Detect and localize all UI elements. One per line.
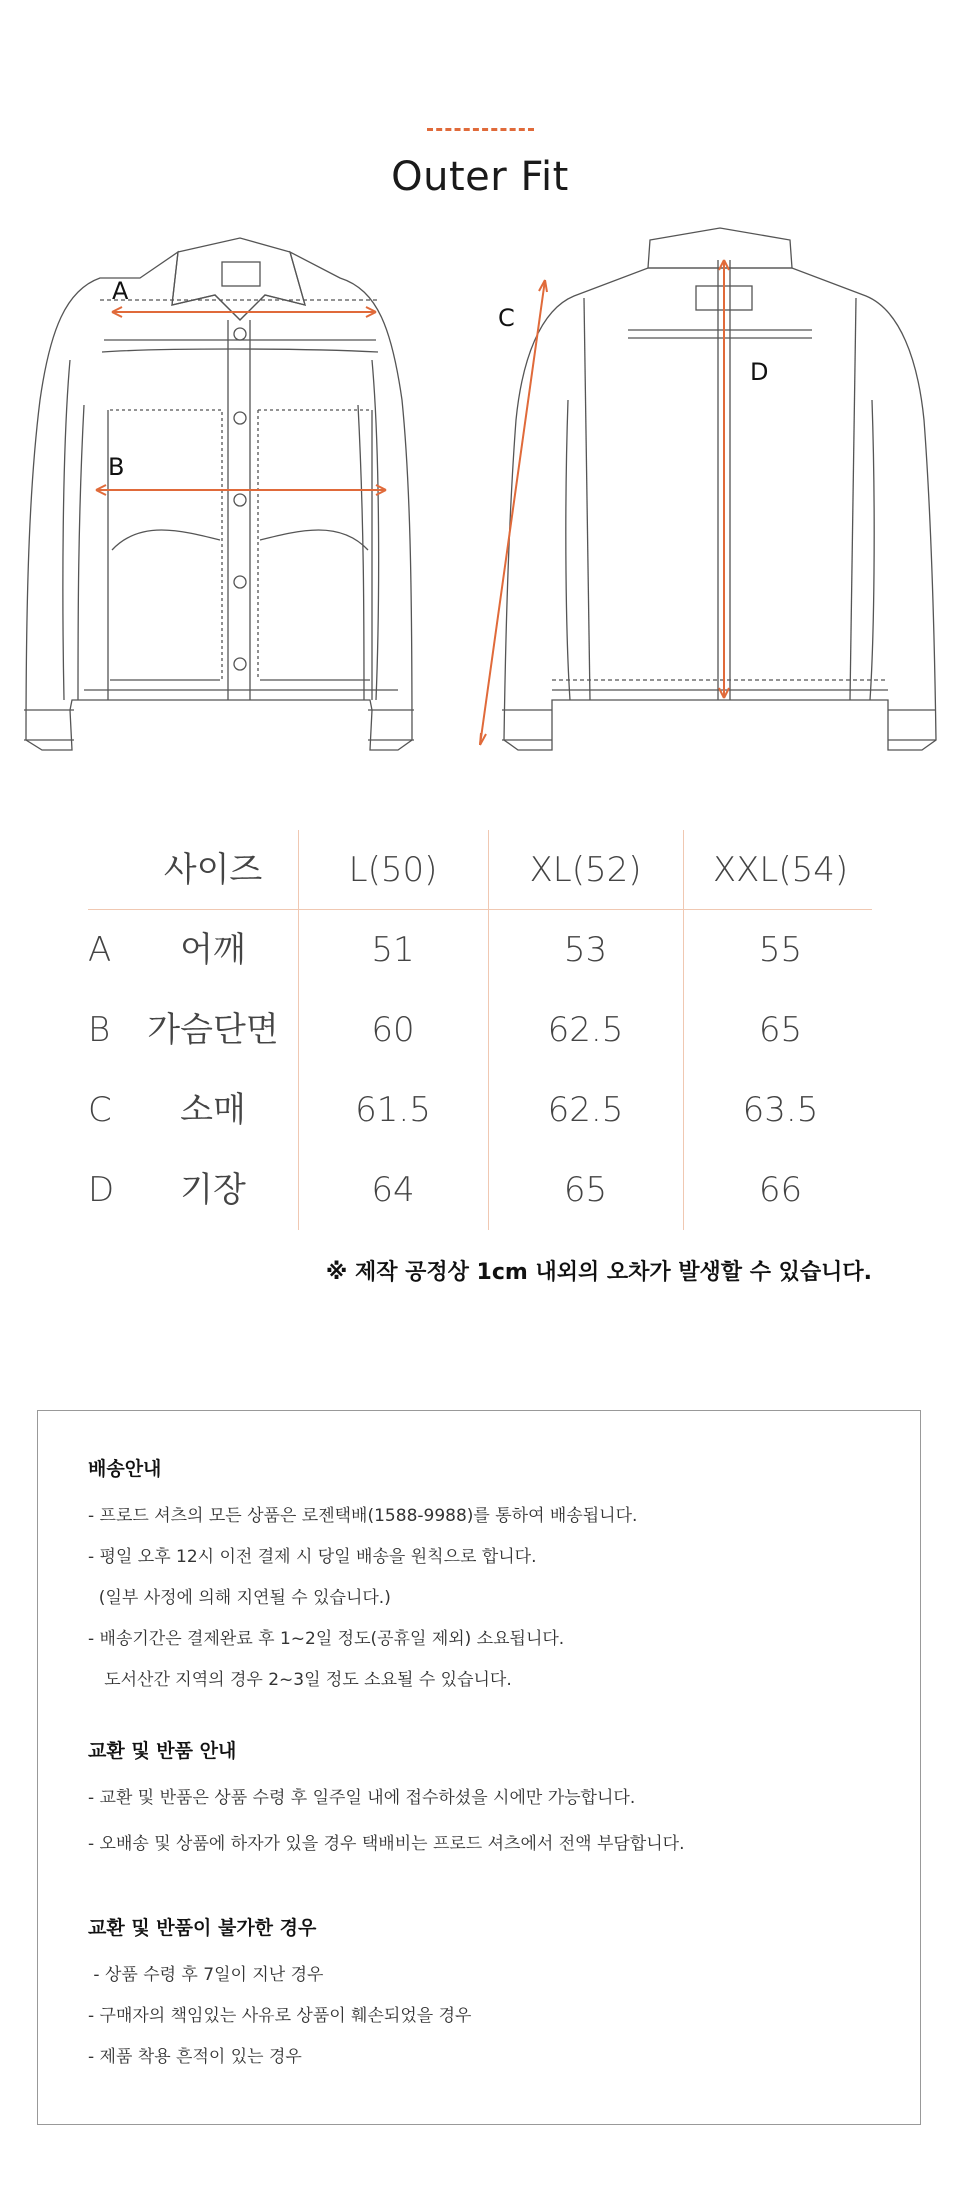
not-allowed-section — [88, 1913, 888, 2087]
list-item: 도서산간 지역의 경우 2~3일 정도 소요될 수 있습니다. — [88, 1670, 512, 1690]
list-item: - 제품 착용 흔적이 있는 경우 — [88, 2047, 302, 2067]
table-row — [88, 990, 872, 1070]
label-b: B — [108, 453, 125, 481]
row-value: 64 — [371, 1170, 415, 1210]
row-value: 55 — [758, 930, 803, 970]
label-d: D — [750, 358, 769, 386]
label-a: A — [112, 277, 129, 305]
row-value: 63.5 — [742, 1090, 819, 1130]
list-item: (일부 사정에 의해 지연될 수 있습니다.) — [88, 1588, 391, 1608]
header-size: 사이즈 — [163, 850, 263, 890]
row-letter: C — [88, 1090, 112, 1130]
list-item: - 오배송 및 상품에 하자가 있을 경우 택배비는 프로드 셔츠에서 전액 부담합니다. — [88, 1834, 685, 1854]
table-row — [88, 1070, 872, 1150]
list-item: - 평일 오후 12시 이전 결제 시 당일 배송을 원칙으로 합니다. — [88, 1547, 537, 1567]
row-value: 65 — [563, 1170, 608, 1210]
row-value: 65 — [758, 1010, 803, 1050]
row-value: 66 — [758, 1170, 803, 1210]
row-letter: D — [88, 1170, 115, 1210]
exchange-title: 교환 및 반품 안내 — [88, 1740, 237, 1762]
shipping-title: 배송안내 — [88, 1458, 162, 1480]
row-name: 소매 — [180, 1090, 246, 1130]
header-xxl: XXL(54) — [712, 850, 849, 890]
row-value: 51 — [371, 930, 415, 970]
header-xl: XL(52) — [529, 850, 642, 890]
page-title: Outer Fit — [391, 154, 569, 200]
list-item: - 배송기간은 결제완료 후 1~2일 정도(공휴일 제외) 소요됩니다. — [88, 1629, 565, 1649]
list-item: - 프로드 셔츠의 모든 상품은 로젠택배(1588-9988)를 통하여 배송됩니다. — [88, 1506, 638, 1526]
row-value: 60 — [371, 1010, 415, 1050]
row-name: 어깨 — [180, 930, 246, 970]
row-value: 53 — [563, 930, 608, 970]
not-allowed-title: 교환 및 반품이 불가한 경우 — [88, 1917, 317, 1939]
title-accent-dash — [427, 128, 534, 131]
table-row — [88, 1150, 872, 1230]
row-value: 61.5 — [355, 1090, 431, 1130]
row-value: 62.5 — [547, 1010, 624, 1050]
row-name: 가슴단면 — [147, 1010, 279, 1050]
row-letter: A — [88, 930, 112, 970]
header-l: L(50) — [348, 850, 438, 890]
exchange-section — [88, 1736, 888, 1874]
tolerance-note: ※ 제작 공정상 1cm 내외의 오차가 발생할 수 있습니다. — [325, 1260, 872, 1285]
row-letter: B — [88, 1010, 111, 1050]
size-table — [88, 830, 872, 1230]
list-item: - 상품 수령 후 7일이 지난 경우 — [88, 1965, 324, 1985]
shipping-section — [88, 1454, 888, 1710]
table-header-row — [88, 830, 872, 910]
row-value: 62.5 — [547, 1090, 624, 1130]
table-row — [88, 910, 872, 990]
row-name: 기장 — [180, 1170, 246, 1210]
list-item: - 구매자의 책임있는 사유로 상품이 훼손되었을 경우 — [88, 2006, 472, 2026]
jacket-diagram — [0, 220, 960, 760]
label-c: C — [498, 304, 515, 332]
list-item: - 교환 및 반품은 상품 수령 후 일주일 내에 접수하셨을 시에만 가능합니다. — [88, 1788, 636, 1808]
